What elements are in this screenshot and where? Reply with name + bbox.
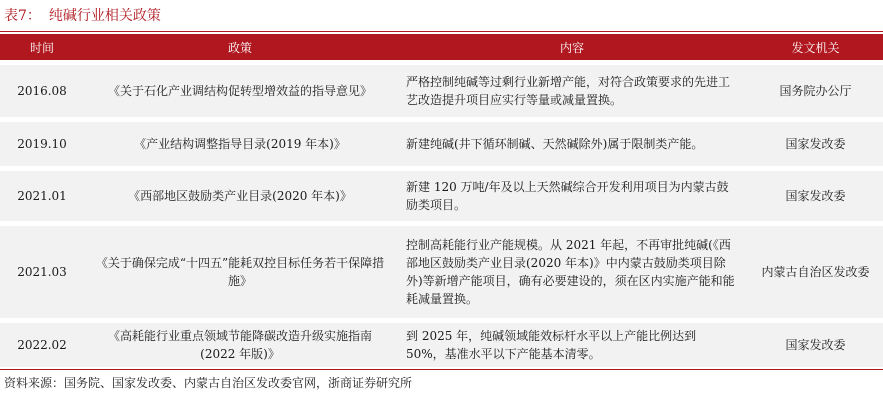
header-policy: 政策 [84, 34, 396, 60]
cell-policy: 《产业结构调整指导目录(2019 年本)》 [84, 122, 396, 166]
cell-org: 国家发改委 [748, 323, 883, 367]
cell-org: 内蒙古自治区发改委 [748, 226, 883, 318]
table-row [0, 65, 883, 117]
cell-policy: 《关于石化产业调结构促转型增效益的指导意见》 [84, 65, 396, 117]
cell-time: 2022.02 [0, 323, 84, 367]
caption-label: 表7： [4, 8, 41, 24]
cell-content: 控制高耗能行业产能规模。从 2021 年起，不再审批纯碱(《西部地区鼓励类产业目录(2020 年本)》中内蒙古鼓励类项目除外)等新增产能项目，确有必要建设的，须在区内实施产能和能耗减量置换。 [396, 226, 748, 318]
table-caption [4, 3, 161, 29]
table-row [0, 226, 883, 318]
cell-time: 2021.03 [0, 226, 84, 318]
caption-title: 纯碱行业相关政策 [48, 8, 161, 24]
cell-time: 2019.10 [0, 122, 84, 166]
cell-org: 国家发改委 [748, 122, 883, 166]
cell-content: 到 2025 年，纯碱领域能效标杆水平以上产能比例达到 50%，基准水平以下产能基本清零。 [396, 323, 748, 367]
cell-content: 新建 120 万吨/年及以上天然碱综合开发利用项目为内蒙古鼓励类项目。 [396, 171, 748, 221]
header-time: 时间 [0, 34, 84, 60]
caption-rule [0, 31, 883, 32]
cell-policy: 《西部地区鼓励类产业目录(2020 年本)》 [84, 171, 396, 221]
table-header [0, 34, 883, 60]
table-row [0, 323, 883, 367]
table-row [0, 122, 883, 166]
header-content: 内容 [396, 34, 748, 60]
cell-content: 严格控制纯碱等过剩行业新增产能，对符合政策要求的先进工艺改造提升项目应实行等量或减量置换。 [396, 65, 748, 117]
cell-org: 国务院办公厅 [748, 65, 883, 117]
footer-rule [0, 369, 883, 370]
table-row [0, 171, 883, 221]
policy-table [0, 34, 883, 367]
cell-org: 国家发改委 [748, 171, 883, 221]
cell-time: 2021.01 [0, 171, 84, 221]
cell-content: 新建纯碱(井下循环制碱、天然碱除外)属于限制类产能。 [396, 122, 748, 166]
cell-policy: 《高耗能行业重点领域节能降碳改造升级实施指南(2022 年版)》 [84, 323, 396, 367]
cell-policy: 《关于确保完成“十四五”能耗双控目标任务若干保障措施》 [84, 226, 396, 318]
cell-time: 2016.08 [0, 65, 84, 117]
source-note: 资料来源：国务院、国家发改委、内蒙古自治区发改委官网，浙商证券研究所 [4, 376, 413, 390]
header-org: 发文机关 [748, 34, 883, 60]
